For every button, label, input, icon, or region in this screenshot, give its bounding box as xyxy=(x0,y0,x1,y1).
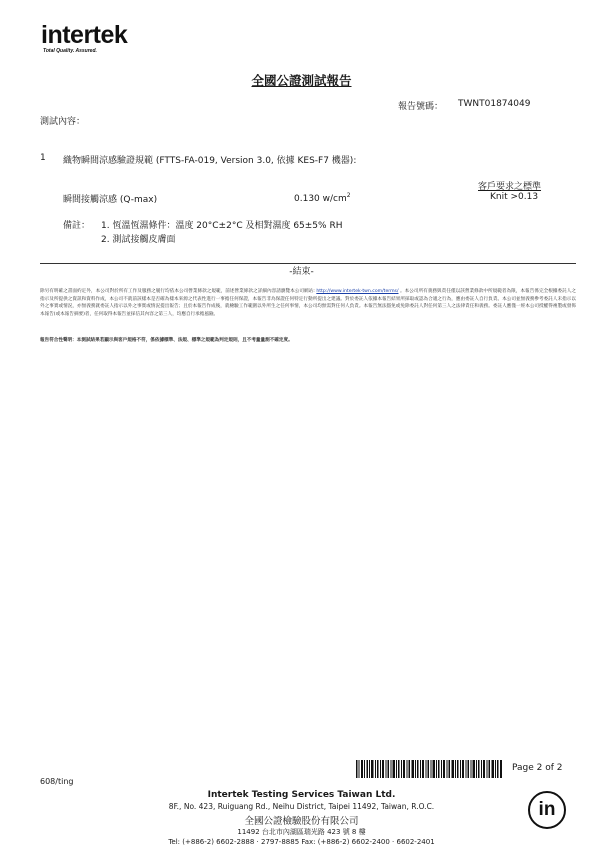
property-label: 瞬間接觸涼感 (Q-max) xyxy=(63,195,158,205)
end-mark: -結束- xyxy=(0,264,603,277)
barcode xyxy=(356,760,502,778)
result-value: 0.130 $w/cm^2$ xyxy=(294,192,351,204)
test-content-label: 測試內容： xyxy=(40,117,86,127)
item-title: 織物瞬間涼感驗證規範 (FTTS-FA-019, Version 3.0, 依據 KES-F7 機器): xyxy=(63,156,357,166)
note-2: 2. 測試接觸皮膚面 xyxy=(101,235,176,245)
reference-code: 608/ting xyxy=(40,777,74,786)
address-en: 8F., No. 423, Ruiguang Rd., Neihu District, Taipei 11492, Taiwan, R.O.C. xyxy=(168,802,435,811)
requirement-value: Knit >0.13 xyxy=(490,192,539,202)
report-title: 全國公證測試報告 xyxy=(251,73,352,88)
requirement-header: 客戶要求之標準 xyxy=(478,182,542,192)
report-number-label: 報告號碼： xyxy=(398,102,444,112)
notes-label: 備註： xyxy=(63,221,91,231)
terms-link[interactable]: http://www.intertek-twn.com/terms/ xyxy=(316,289,399,294)
logo-tagline: Total Quality. Assured. xyxy=(43,48,97,54)
result-unit-superscript: 2 xyxy=(346,192,351,199)
intertek-badge-icon: in xyxy=(528,791,566,829)
item-number: 1 xyxy=(40,153,46,163)
report-number: TWNT01874049 xyxy=(458,99,531,109)
address-zh: 11492 台北市內湖區瑞光路 423 號 8 樓 xyxy=(237,828,366,836)
note-1: 1. 恆溫恆濕條件：溫度 20°C±2°C 及相對濕度 65±5% RH xyxy=(101,221,343,231)
company-name-zh: 全國公證檢驗股份有限公司 xyxy=(244,816,359,827)
company-name-en: Intertek Testing Services Taiwan Ltd. xyxy=(207,790,396,800)
intertek-logo: intertek xyxy=(41,21,128,49)
disclaimer-text: 除另有明確之書面約定外，本公司對於所有工作及服務之履行均依本公司營業條款之規範，前述營業條款之詳細內容請瀏覽本公司網站: http://www.intertek-twn.com/terms/ 。本公司所有義務與責任僅以該營業條款中所規範者為限，本報告係完全根據委託人之指示及所提供之資訊和資料作成，本公司不就前該樣本是否確為樣本來源之代表性進行一事擔任何保證，本報告非為保證任何特定行動所提出之建議。對於委託人依據本報告結果所採取或認為合適之行為，應由委託人自行負責。本公司並無義務參考委託人未指示以外之事實或情況，亦無義務就委託人指示以外之事實或情況提出報告；且於本報告作成後，就檢驗工作範圍以外所生之任何事情，本公司均無需對任何人負責。本報告無法豁免或免除委託人對任何第三人之法律責任和義務。委託人應僅一經本公司授權得複製或發佈本報告(或本報告摘要)者，任何取得本報告並採信其內容之第三人，均應自行承擔風險。 xyxy=(40,289,576,317)
page-number: Page 2 of 2 xyxy=(512,763,563,773)
conformity-statement: 報告符合性聲明：本測試結果若顯示與客戶規格不符，係依據標準、法規、標準之規範為判定規則，且不考量量測不確定度。 xyxy=(40,338,293,343)
phone-fax: Tel: (+886-2) 6602-2888 · 2797-8885 Fax: (+886-2) 6602-2400 · 6602-2401 xyxy=(168,838,435,846)
